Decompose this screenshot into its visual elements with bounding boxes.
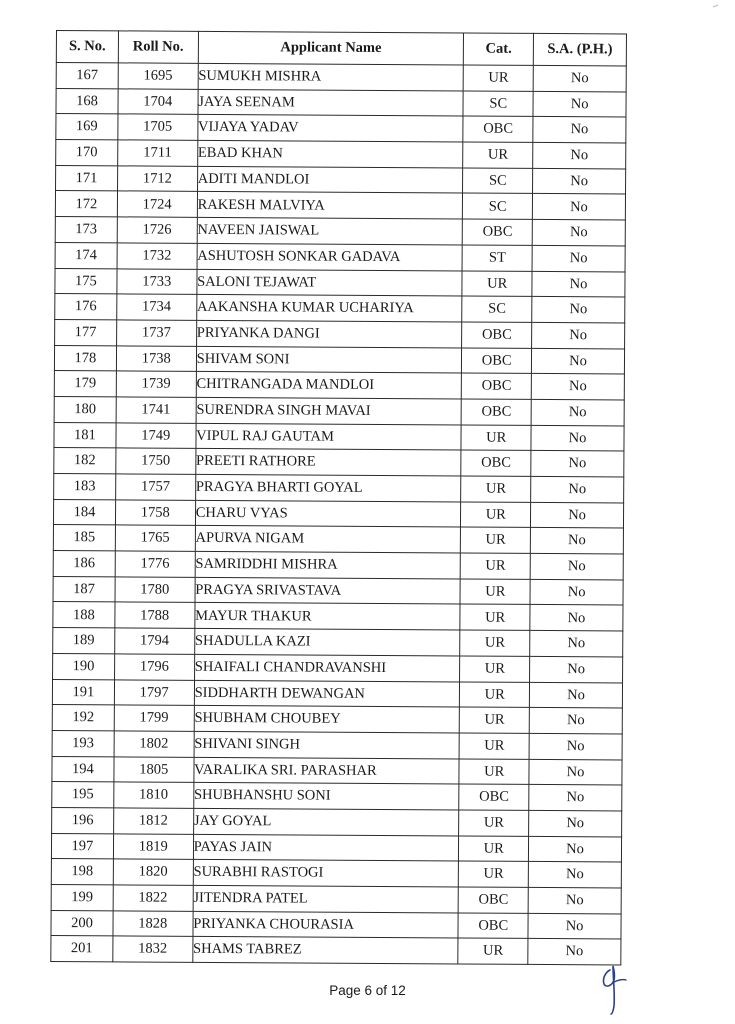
cell-category: UR — [461, 476, 531, 502]
cell-serial-number: 185 — [53, 525, 115, 551]
cell-serial-number: 180 — [54, 396, 116, 422]
cell-serial-number: 176 — [55, 294, 117, 320]
table-row — [56, 114, 626, 143]
cell-serial-number: 194 — [52, 756, 114, 782]
table-row — [53, 551, 623, 580]
cell-category: UR — [459, 810, 529, 836]
cell-serial-number: 191 — [52, 679, 114, 705]
cell-serial-number: 174 — [55, 242, 117, 268]
table-row — [54, 473, 624, 502]
cell-roll-number: 1810 — [114, 782, 194, 808]
cell-serial-number: 198 — [51, 859, 113, 885]
cell-applicant-name: CHITRANGADA MANDLOI — [196, 372, 462, 399]
cell-applicant-name: ADITI MANDLOI — [197, 166, 463, 193]
cell-applicant-name: ASHUTOSH SONKAR GADAVA — [197, 243, 463, 270]
cell-category: OBC — [462, 322, 532, 348]
cell-roll-number: 1819 — [113, 833, 193, 859]
cell-applicant-name: SHUBHAM CHOUBEY — [194, 706, 460, 733]
cell-applicant-name: JAY GOYAL — [193, 808, 459, 835]
cell-applicant-name: PAYAS JAIN — [193, 834, 459, 861]
cell-serial-number: 167 — [56, 63, 118, 89]
cell-category: SC — [463, 193, 533, 219]
cell-category: UR — [460, 656, 530, 682]
cell-applicant-name: SIDDHARTH DEWANGAN — [194, 680, 460, 707]
table-row — [55, 294, 625, 323]
cell-sa-ph: No — [530, 579, 623, 605]
cell-serial-number: 200 — [51, 910, 113, 936]
cell-sa-ph: No — [529, 708, 622, 734]
cell-serial-number: 199 — [51, 884, 113, 910]
cell-sa-ph: No — [528, 939, 621, 965]
cell-roll-number: 1757 — [115, 474, 195, 500]
cell-sa-ph: No — [532, 194, 625, 220]
cell-serial-number: 196 — [52, 807, 114, 833]
cell-category: UR — [460, 579, 530, 605]
cell-sa-ph: No — [531, 502, 624, 528]
table-row — [55, 268, 625, 297]
cell-applicant-name: SHIVAM SONI — [196, 346, 462, 373]
cell-sa-ph: No — [530, 605, 623, 631]
cell-roll-number: 1737 — [116, 320, 196, 346]
cell-applicant-name: SHIVANI SINGH — [194, 731, 460, 758]
table-row — [53, 576, 623, 605]
cell-serial-number: 178 — [54, 345, 116, 371]
cell-sa-ph: No — [530, 528, 623, 554]
cell-sa-ph: No — [529, 759, 622, 785]
cell-category: OBC — [462, 348, 532, 374]
cell-category: OBC — [462, 373, 532, 399]
cell-roll-number: 1802 — [114, 731, 194, 757]
cell-sa-ph: No — [528, 913, 621, 939]
cell-roll-number: 1704 — [118, 89, 198, 115]
cell-roll-number: 1799 — [114, 705, 194, 731]
cell-category: UR — [462, 270, 532, 296]
cell-applicant-name: JAYA SEENAM — [198, 89, 464, 116]
cell-category: UR — [464, 65, 534, 91]
cell-roll-number: 1749 — [116, 422, 196, 448]
table-row — [53, 499, 623, 528]
cell-category: OBC — [461, 450, 531, 476]
cell-serial-number: 171 — [56, 165, 118, 191]
cell-applicant-name: NAVEEN JAISWAL — [197, 217, 463, 244]
cell-category: SC — [463, 91, 533, 117]
table-row — [54, 371, 624, 400]
cell-category: OBC — [459, 784, 529, 810]
cell-category: UR — [460, 630, 530, 656]
table-row — [52, 782, 622, 811]
cell-sa-ph: No — [529, 682, 622, 708]
table-row — [54, 396, 624, 425]
cell-sa-ph: No — [532, 322, 625, 348]
cell-category: UR — [463, 142, 533, 168]
cell-applicant-name: AAKANSHA KUMAR UCHARIYA — [196, 295, 462, 322]
cell-category: SC — [463, 168, 533, 194]
table-row — [56, 88, 626, 117]
cell-serial-number: 170 — [56, 140, 118, 166]
cell-applicant-name: SURENDRA SINGH MAVAI — [196, 397, 462, 424]
cell-serial-number: 195 — [52, 782, 114, 808]
cell-roll-number: 1780 — [115, 577, 195, 603]
table-row — [54, 345, 624, 374]
cell-sa-ph: No — [532, 220, 625, 246]
cell-category: UR — [461, 502, 531, 528]
cell-sa-ph: No — [531, 399, 624, 425]
cell-sa-ph: No — [530, 553, 623, 579]
table-row — [56, 63, 626, 92]
cell-applicant-name: PRIYANKA DANGI — [196, 320, 462, 347]
cell-roll-number: 1726 — [117, 217, 197, 243]
cell-applicant-name: SUMUKH MISHRA — [198, 63, 464, 90]
cell-category: UR — [460, 707, 530, 733]
cell-roll-number: 1738 — [116, 345, 196, 371]
cell-sa-ph: No — [532, 297, 625, 323]
cell-roll-number: 1712 — [117, 166, 197, 192]
table-row — [56, 165, 626, 194]
table-row — [55, 242, 625, 271]
cell-category: UR — [460, 681, 530, 707]
cell-applicant-name: VIJAYA YADAV — [197, 115, 463, 142]
scan-speck — [712, 4, 720, 8]
cell-applicant-name: SURABHI RASTOGI — [193, 860, 459, 887]
cell-sa-ph: No — [529, 836, 622, 862]
cell-serial-number: 201 — [51, 936, 113, 962]
cell-sa-ph: No — [528, 887, 621, 913]
cell-serial-number: 189 — [53, 628, 115, 654]
cell-serial-number: 183 — [54, 473, 116, 499]
cell-sa-ph: No — [532, 271, 625, 297]
cell-serial-number: 193 — [52, 730, 114, 756]
cell-applicant-name: EBAD KHAN — [197, 140, 463, 167]
cell-roll-number: 1750 — [116, 448, 196, 474]
table-row — [51, 833, 621, 862]
cell-sa-ph: No — [529, 733, 622, 759]
cell-roll-number: 1711 — [118, 140, 198, 166]
cell-sa-ph: No — [531, 425, 624, 451]
cell-roll-number: 1695 — [118, 63, 198, 89]
cell-sa-ph: No — [531, 476, 624, 502]
cell-applicant-name: MAYUR THAKUR — [195, 603, 461, 630]
cell-category: UR — [460, 604, 530, 630]
cell-serial-number: 177 — [55, 319, 117, 345]
table-row — [51, 884, 621, 913]
cell-applicant-name: RAKESH MALVIYA — [197, 192, 463, 219]
table-row — [52, 679, 622, 708]
header-serial-number: S. No. — [56, 31, 118, 63]
table-row — [55, 319, 625, 348]
cell-category: SC — [462, 296, 532, 322]
cell-sa-ph: No — [533, 65, 626, 91]
cell-applicant-name: SHUBHANSHU SONI — [193, 783, 459, 810]
cell-roll-number: 1796 — [114, 654, 194, 680]
page-number: Page 6 of 12 — [329, 983, 406, 998]
table-row — [52, 807, 622, 836]
cell-applicant-name: PRIYANKA CHOURASIA — [193, 911, 459, 938]
cell-serial-number: 184 — [53, 499, 115, 525]
cell-roll-number: 1705 — [118, 114, 198, 140]
cell-category: OBC — [458, 913, 528, 939]
table-row — [52, 705, 622, 734]
cell-sa-ph: No — [532, 348, 625, 374]
cell-category: ST — [462, 245, 532, 271]
cell-roll-number: 1788 — [115, 602, 195, 628]
cell-category: UR — [461, 553, 531, 579]
table-row — [53, 628, 623, 657]
table-row — [53, 653, 623, 682]
header-roll-number: Roll No. — [118, 31, 198, 63]
table-row — [52, 756, 622, 785]
cell-roll-number: 1741 — [116, 397, 196, 423]
cell-category: OBC — [463, 219, 533, 245]
header-sa-ph: S.A. (P.H.) — [533, 33, 626, 66]
cell-applicant-name: CHARU VYAS — [195, 500, 461, 527]
header-applicant-name: Applicant Name — [198, 31, 464, 65]
cell-serial-number: 192 — [52, 705, 114, 731]
cell-applicant-name: APURVA NIGAM — [195, 526, 461, 553]
cell-category: UR — [459, 759, 529, 785]
cell-serial-number: 186 — [53, 551, 115, 577]
cell-sa-ph: No — [530, 656, 623, 682]
table-row — [54, 422, 624, 451]
cell-applicant-name: SHAMS TABREZ — [192, 937, 458, 964]
table-row — [52, 730, 622, 759]
cell-roll-number: 1828 — [113, 911, 193, 937]
cell-serial-number: 187 — [53, 576, 115, 602]
table-row — [56, 140, 626, 169]
cell-applicant-name: PRAGYA BHARTI GOYAL — [195, 474, 461, 501]
cell-sa-ph: No — [532, 245, 625, 271]
cell-sa-ph: No — [531, 451, 624, 477]
cell-applicant-name: VIPUL RAJ GAUTAM — [196, 423, 462, 450]
table-row — [55, 191, 625, 220]
cell-category: UR — [459, 733, 529, 759]
table-row — [51, 859, 621, 888]
cell-applicant-name: VARALIKA SRI. PARASHAR — [194, 757, 460, 784]
cell-roll-number: 1832 — [113, 936, 193, 962]
cell-sa-ph: No — [533, 168, 626, 194]
cell-category: UR — [459, 836, 529, 862]
cell-sa-ph: No — [529, 785, 622, 811]
cell-serial-number: 188 — [53, 602, 115, 628]
cell-sa-ph: No — [533, 142, 626, 168]
cell-roll-number: 1805 — [114, 756, 194, 782]
cell-applicant-name: SHADULLA KAZI — [194, 628, 460, 655]
cell-category: UR — [461, 425, 531, 451]
cell-sa-ph: No — [531, 374, 624, 400]
table-body — [51, 63, 626, 966]
table-row — [53, 525, 623, 554]
table-row — [55, 217, 625, 246]
cell-applicant-name: SALONI TEJAWAT — [197, 269, 463, 296]
table-row — [51, 936, 621, 965]
cell-serial-number: 182 — [54, 448, 116, 474]
cell-serial-number: 172 — [55, 191, 117, 217]
cell-serial-number: 173 — [55, 217, 117, 243]
cell-roll-number: 1797 — [114, 679, 194, 705]
cell-roll-number: 1822 — [113, 885, 193, 911]
cell-category: UR — [459, 861, 529, 887]
cell-serial-number: 169 — [56, 114, 118, 140]
cell-roll-number: 1758 — [115, 500, 195, 526]
table-header-row — [56, 31, 626, 66]
cell-roll-number: 1734 — [117, 294, 197, 320]
cell-applicant-name: PRAGYA SRIVASTAVA — [195, 577, 461, 604]
cell-category: UR — [458, 938, 528, 964]
cell-sa-ph: No — [533, 117, 626, 143]
signature-icon — [596, 958, 632, 1016]
cell-roll-number: 1794 — [115, 628, 195, 654]
cell-roll-number: 1776 — [115, 551, 195, 577]
table-row — [54, 448, 624, 477]
cell-applicant-name: SHAIFALI CHANDRAVANSHI — [194, 654, 460, 681]
cell-roll-number: 1765 — [115, 525, 195, 551]
cell-sa-ph: No — [529, 810, 622, 836]
table-row — [53, 602, 623, 631]
cell-category: OBC — [461, 399, 531, 425]
cell-category: OBC — [463, 116, 533, 142]
header-category: Cat. — [464, 33, 534, 65]
cell-roll-number: 1733 — [117, 268, 197, 294]
cell-applicant-name: PREETI RATHORE — [195, 449, 461, 476]
cell-serial-number: 190 — [53, 653, 115, 679]
applicant-table — [50, 30, 627, 966]
cell-serial-number: 197 — [51, 833, 113, 859]
cell-roll-number: 1812 — [113, 808, 193, 834]
cell-category: UR — [461, 527, 531, 553]
cell-serial-number: 175 — [55, 268, 117, 294]
cell-category: OBC — [458, 887, 528, 913]
cell-roll-number: 1739 — [116, 371, 196, 397]
cell-serial-number: 168 — [56, 88, 118, 114]
cell-applicant-name: JITENDRA PATEL — [193, 885, 459, 912]
cell-serial-number: 181 — [54, 422, 116, 448]
cell-applicant-name: SAMRIDDHI MISHRA — [195, 551, 461, 578]
cell-roll-number: 1732 — [117, 243, 197, 269]
table-row — [51, 910, 621, 939]
cell-sa-ph: No — [530, 631, 623, 657]
cell-serial-number: 179 — [54, 371, 116, 397]
cell-sa-ph: No — [533, 91, 626, 117]
cell-roll-number: 1820 — [113, 859, 193, 885]
cell-roll-number: 1724 — [117, 191, 197, 217]
cell-sa-ph: No — [528, 862, 621, 888]
